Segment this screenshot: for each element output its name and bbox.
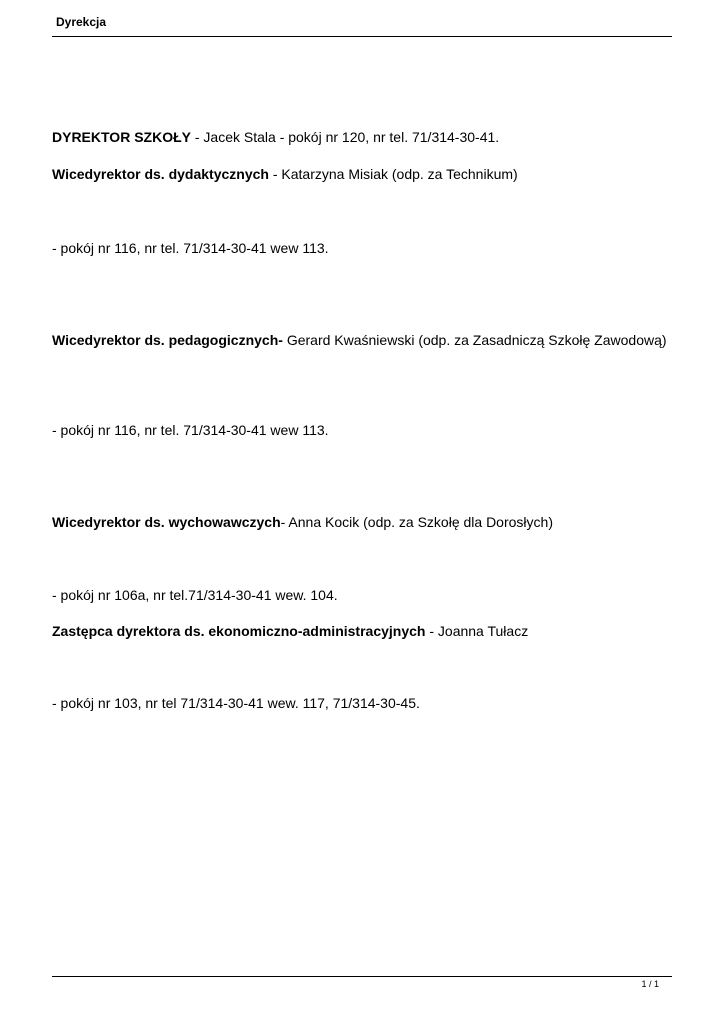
footer-divider xyxy=(52,976,672,977)
page-header-title: Dyrekcja xyxy=(56,15,107,29)
page-number: 1 / 1 xyxy=(641,979,659,989)
vice-director-educational-entry xyxy=(52,513,672,532)
header-divider xyxy=(52,36,672,37)
vice-director-educational-details: - Anna Kocik (odp. za Szkołę dla Dorosłych) xyxy=(280,514,553,530)
director-entry xyxy=(52,128,672,147)
vice-director-educational-room: - pokój nr 106a, nr tel.71/314-30-41 wew. 104. xyxy=(52,587,338,603)
director-details: - Jacek Stala - pokój nr 120, nr tel. 71/314-30-41. xyxy=(190,129,500,145)
deputy-director-admin-details: - Joanna Tułacz xyxy=(425,623,529,639)
vice-director-didactic-role: Wicedyrektor ds. dydaktycznych xyxy=(52,166,269,182)
deputy-director-admin-room: - pokój nr 103, nr tel 71/314-30-41 wew. 117, 71/314-30-45. xyxy=(52,695,420,711)
vice-director-pedagogic-details: Gerard Kwaśniewski (odp. za Zasadniczą Szkołę Zawodową) xyxy=(282,332,667,348)
vice-director-didactic-details: - Katarzyna Misiak (odp. za Technikum) xyxy=(268,166,518,182)
deputy-director-admin-role: Zastępca dyrektora ds. ekonomiczno-administracyjnych xyxy=(52,623,426,639)
deputy-director-admin-entry xyxy=(52,622,672,641)
vice-director-didactic-room: - pokój nr 116, nr tel. 71/314-30-41 wew 113. xyxy=(52,240,329,256)
vice-director-pedagogic-entry xyxy=(52,331,672,350)
vice-director-pedagogic-room: - pokój nr 116, nr tel. 71/314-30-41 wew 113. xyxy=(52,422,329,438)
vice-director-didactic-entry xyxy=(52,165,672,184)
vice-director-educational-role: Wicedyrektor ds. wychowawczych xyxy=(52,514,281,530)
director-role: DYREKTOR SZKOŁY xyxy=(52,129,191,145)
vice-director-pedagogic-role: Wicedyrektor ds. pedagogicznych- xyxy=(52,332,283,348)
